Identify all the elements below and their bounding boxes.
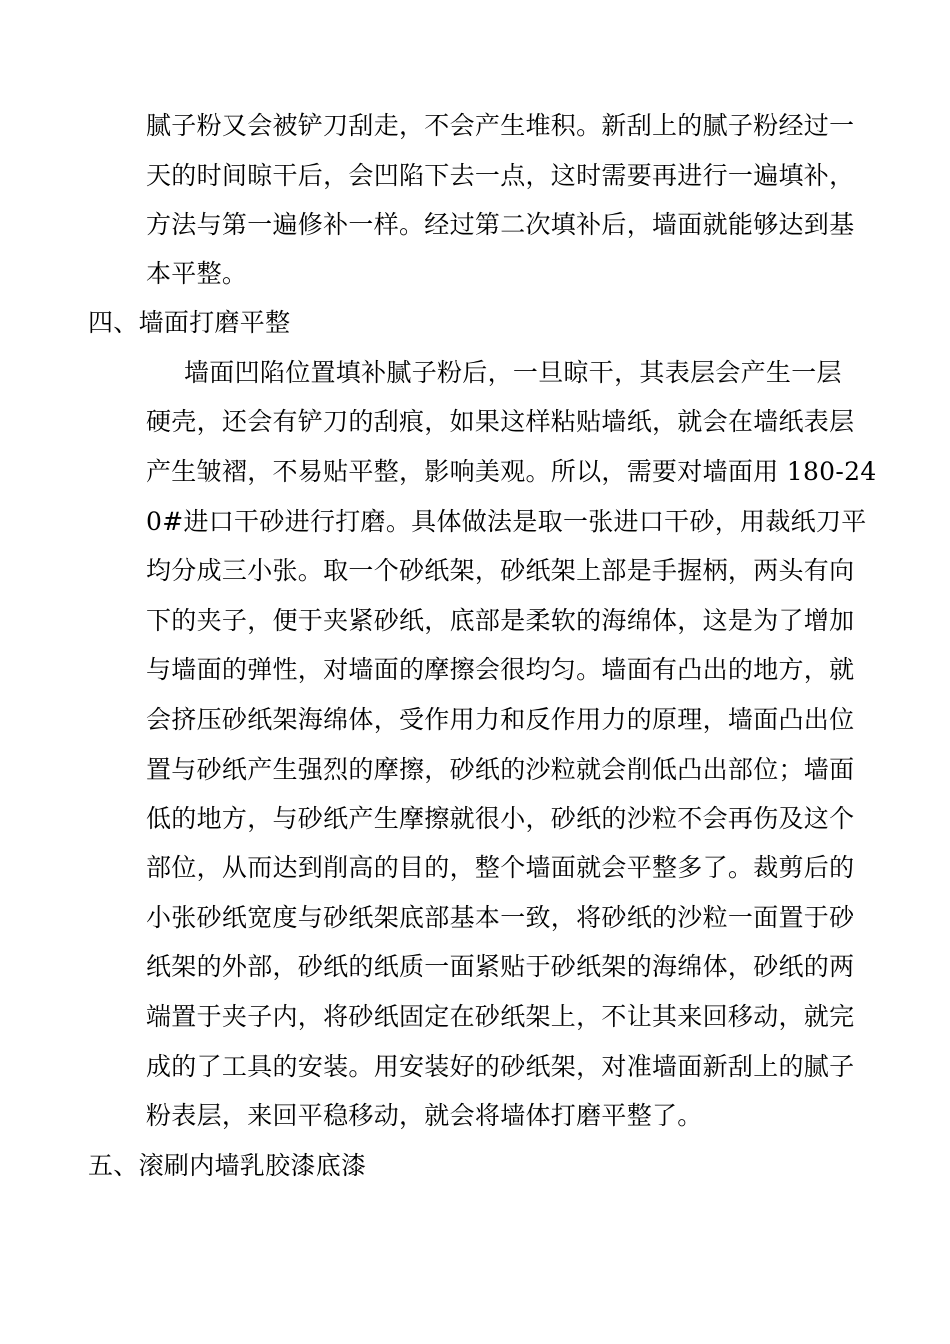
paragraph-line: 粉表层，来回平稳移动，就会将墙体打磨平整了。 [146, 1101, 703, 1130]
paragraph-line: 低的地方，与砂纸产生摩擦就很小，砂纸的沙粒不会再伤及这个 [146, 804, 855, 833]
paragraph-line: 部位，从而达到削高的目的，整个墙面就会平整多了。裁剪后的 [146, 853, 855, 882]
paragraph-line: 置与砂纸产生强烈的摩擦，砂纸的沙粒就会削低凸出部位；墙面 [146, 755, 855, 784]
paragraph-line: 成的了工具的安装。用安装好的砂纸架，对准墙面新刮上的腻子 [146, 1052, 855, 1081]
paragraph-line: 会挤压砂纸架海绵体，受作用力和反作用力的原理，墙面凸出位 [146, 705, 855, 734]
paragraph-line: 墙面凹陷位置填补腻子粉后，一旦晾干，其表层会产生一层 [184, 358, 842, 387]
section-heading-4: 四、墙面打磨平整 [88, 308, 291, 337]
paragraph-line: 小张砂纸宽度与砂纸架底部基本一致，将砂纸的沙粒一面置于砂 [146, 903, 855, 932]
section-heading-5: 五、滚刷内墙乳胶漆底漆 [88, 1151, 367, 1180]
paragraph-line: 硬壳，还会有铲刀的刮痕，如果这样粘贴墙纸，就会在墙纸表层 [146, 407, 855, 436]
paragraph-line: 腻子粉又会被铲刀刮走，不会产生堆积。新刮上的腻子粉经过一 [146, 111, 855, 140]
paragraph-line: 天的时间晾干后，会凹陷下去一点，这时需要再进行一遍填补， [146, 161, 855, 190]
paragraph-line: 均分成三小张。取一个砂纸架，砂纸架上部是手握柄，两头有向 [146, 556, 855, 585]
paragraph-line: 本平整。 [146, 259, 248, 288]
paragraph-line: 下的夹子，便于夹紧砂纸，底部是柔软的海绵体，这是为了增加 [146, 606, 855, 635]
paragraph-line: 纸架的外部，砂纸的纸质一面紧贴于砂纸架的海绵体，砂纸的两 [146, 952, 855, 981]
paragraph-line: 方法与第一遍修补一样。经过第二次填补后，墙面就能够达到基 [146, 210, 855, 239]
paragraph-line: 产生皱褶，不易贴平整，影响美观。所以，需要对墙面用 180-24 [146, 457, 877, 486]
paragraph-line: 与墙面的弹性，对墙面的摩擦会很均匀。墙面有凸出的地方，就 [146, 655, 855, 684]
paragraph-line: 0#进口干砂进行打磨。具体做法是取一张进口干砂，用裁纸刀平 [146, 507, 867, 536]
paragraph-line: 端置于夹子内，将砂纸固定在砂纸架上，不让其来回移动，就完 [146, 1002, 855, 1031]
